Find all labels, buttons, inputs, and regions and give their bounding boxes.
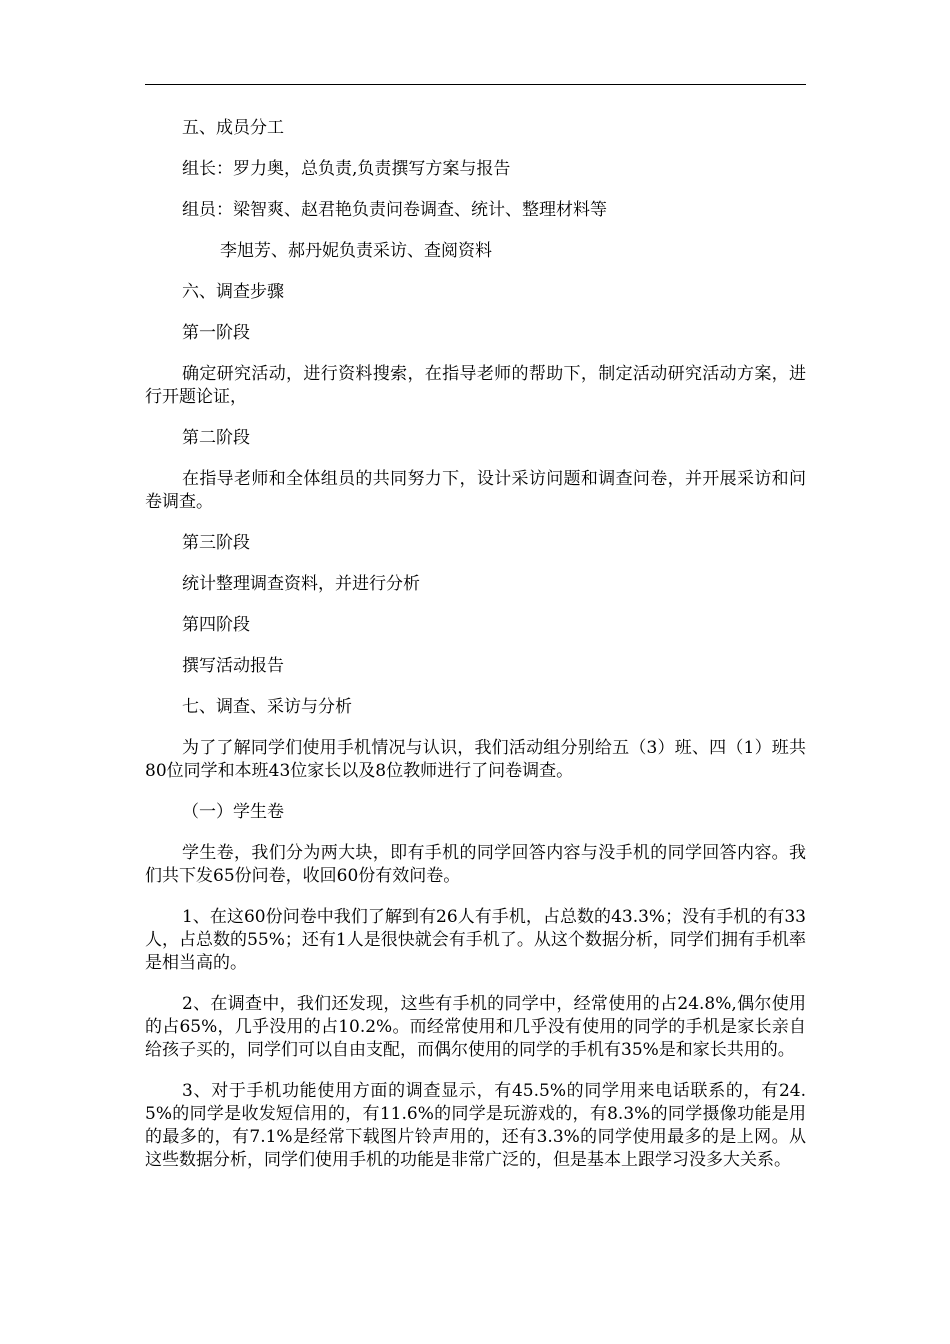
student-survey-intro: 学生卷，我们分为两大块，即有手机的同学回答内容与没手机的同学回答内容。我们共下发65份问卷，收回60份有效问卷。 (145, 843, 806, 886)
stage-2-heading: 第二阶段 (182, 428, 250, 448)
finding-3-paragraph: 3、对于手机功能使用方面的调查显示，有45.5%的同学用来电话联系的，有24.5%的同学是收发短信用的，有11.6%的同学是玩游戏的，有8.3%的同学摄像功能是用的最多的，有7.1%是经常下载图片铃声用的，还有3.3%的同学使用最多的是上网。从这些数据分析，同学们使用手机的功能是非常广泛的，但是基本上跟学习没多大关系。 (145, 1081, 806, 1170)
stage-2-text: 在指导老师和全体组员的共同努力下，设计采访问题和调查问卷，并开展采访和问卷调查。 (145, 469, 806, 512)
student-survey-heading: （一）学生卷 (182, 802, 284, 822)
stage-1-heading: 第一阶段 (182, 323, 250, 343)
finding-1-paragraph: 1、在这60份问卷中我们了解到有26人有手机，占总数的43.3%；没有手机的有33人，占总数的55%；还有1人是很快就会有手机了。从这个数据分析，同学们拥有手机率是相当高的。 (145, 907, 806, 973)
stage-3-heading: 第三阶段 (182, 533, 250, 553)
team-members-line: 组员：梁智爽、赵君艳负责问卷调查、统计、整理材料等 (182, 200, 607, 220)
heading-survey-steps: 六、调查步骤 (182, 282, 284, 302)
stage-4-heading: 第四阶段 (182, 615, 250, 635)
heading-member-roles: 五、成员分工 (182, 118, 284, 138)
team-members-line-2: 李旭芳、郝丹妮负责采访、查阅资料 (220, 241, 492, 261)
stage-4-text: 撰写活动报告 (182, 656, 284, 676)
stage-1-text: 确定研究活动，进行资料搜索，在指导老师的帮助下，制定活动研究活动方案，进行开题论证， (145, 364, 806, 407)
header-rule (145, 84, 806, 85)
finding-2-paragraph: 2、在调查中，我们还发现，这些有手机的同学中，经常使用的占24.8%,偶尔使用的占65%，几乎没用的占10.2%。而经常使用和几乎没有使用的同学的手机是家长亲自给孩子买的，同学们可以自由支配，而偶尔使用的同学的手机有35%是和家长共用的。 (145, 994, 806, 1060)
team-leader-line: 组长：罗力奥，总负责,负责撰写方案与报告 (182, 159, 511, 179)
heading-survey-analysis: 七、调查、采访与分析 (182, 697, 352, 717)
survey-intro-paragraph: 为了了解同学们使用手机情况与认识，我们活动组分别给五（3）班、四（1）班共80位同学和本班43位家长以及8位教师进行了问卷调查。 (145, 738, 806, 781)
document-body (145, 117, 806, 1190)
stage-3-text: 统计整理调查资料，并进行分析 (182, 574, 420, 594)
